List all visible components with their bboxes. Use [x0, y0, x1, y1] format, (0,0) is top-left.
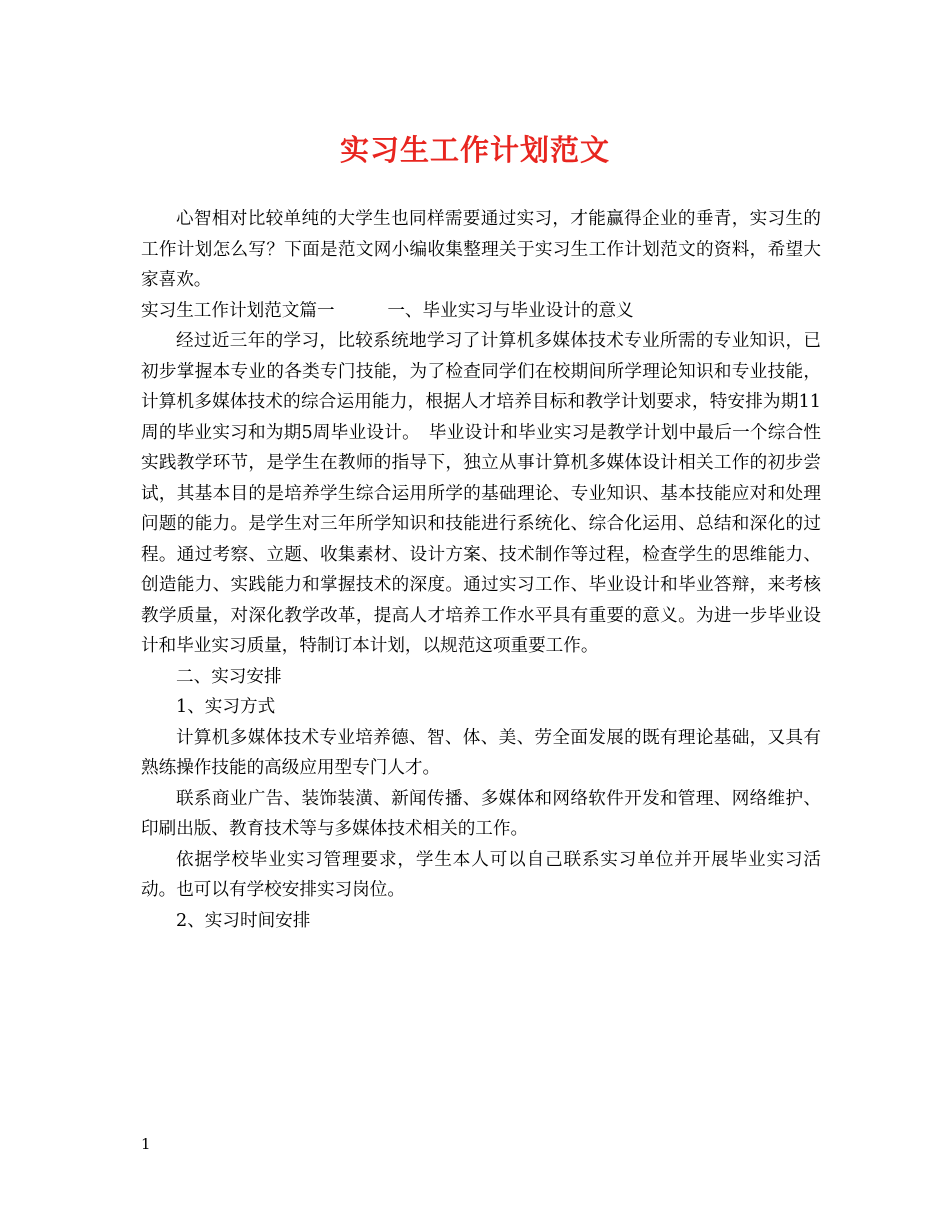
- document-title: 实习生工作计划范文: [339, 133, 610, 167]
- arrangement-paragraph: 依据学校毕业实习管理要求，学生本人可以自己联系实习单位并开展毕业实习活动。也可以有学校安排实习岗位。: [141, 849, 821, 900]
- training-paragraph: 计算机多媒体技术专业培养德、智、体、美、劳全面发展的既有理论基础，又具有熟练操作技能的高级应用型专门人才。: [141, 727, 821, 778]
- subheading-schedule: 2、实习时间安排: [176, 910, 311, 931]
- intro-paragraph: 心智相对比较单纯的大学生也同样需要通过实习，才能赢得企业的垂青，实习生的工作计划怎么写？下面是范文网小编收集整理关于实习生工作计划范文的资料，希望大家喜欢。: [141, 209, 821, 290]
- significance-paragraph: 经过近三年的学习，比较系统地学习了计算机多媒体技术专业所需的专业知识，已初步掌握本专业的各类专门技能，为了检查同学们在校期间所学理论知识和专业技能，计算机多媒体技术的综合运用能力，根据人才培养目标和教学计划要求，特安排为期11周的毕业实习和为期5周毕业设计。 毕业设计和毕业实习是教学计划中最后一个综合性实践教学环节，是学生在教师的指导下，独立从事计算机多媒体设计相关工作的初步尝试，其基本目的是培养学生综合运用所学的基础理论、专业知识、基本技能应对和处理问题的能力。是学生对三年所学知识和技能进行系统化、综合化运用、总结和深化的过程。通过考察、立题、收集素材、设计方案、技术制作等过程，检查学生的思维能力、创造能力、实践能力和掌握技术的深度。通过实习工作、毕业设计和毕业答辩，来考核教学质量，对深化教学改革，提高人才培养工作水平具有重要的意义。为进一步毕业设计和毕业实习质量，特制订本计划，以规范这项重要工作。: [141, 331, 821, 656]
- document-body: [141, 204, 821, 936]
- section-heading-line: 实习生工作计划范文篇一 一、毕业实习与毕业设计的意义: [141, 300, 634, 321]
- subheading-method: 1、实习方式: [176, 697, 276, 717]
- section-heading-arrangement: 二、实习安排: [176, 666, 282, 687]
- contact-paragraph: 联系商业广告、装饰装潢、新闻传播、多媒体和网络软件开发和管理、网络维护、印刷出版、教育技术等与多媒体技术相关的工作。: [141, 788, 821, 839]
- page-number: 1: [141, 1135, 151, 1153]
